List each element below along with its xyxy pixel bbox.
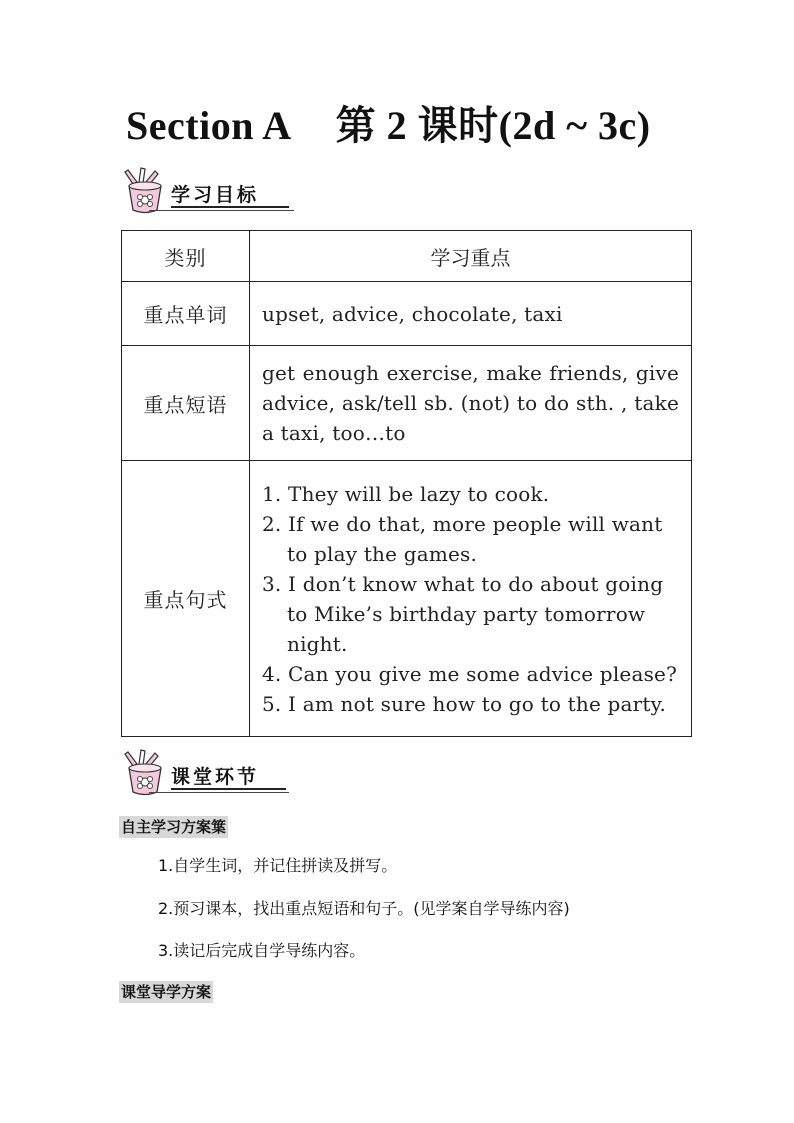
list-item: 2. If we do that, more people will want to play the games.	[262, 511, 663, 566]
classroom-heading	[119, 748, 289, 798]
title-lesson: 第 2 课时(2d ~ 3c)	[335, 103, 651, 148]
list-item: 5. I am not sure how to go to the party.	[262, 691, 667, 716]
sentence-list	[262, 479, 679, 719]
row-category: 重点句式	[122, 461, 250, 737]
table-row	[122, 346, 692, 461]
objectives-label: 学习目标	[171, 184, 260, 206]
list-item: 3. I don’t know what to do about going to Mike’s birthday party tomorrow night.	[262, 571, 664, 656]
self-study-step-1: 1.自学生词，并记住拼读及拼写。	[158, 856, 398, 875]
list-item: 4. Can you give me some advice please?	[262, 661, 677, 686]
self-study-step-3: 3.读记后完成自学导练内容。	[158, 941, 366, 960]
row-content: upset, advice, chocolate, taxi	[250, 282, 692, 346]
pencil-cup-icon	[119, 748, 171, 798]
title-section: Section A	[126, 103, 292, 148]
self-study-step-2: 2.预习课本，找出重点短语和句子。(见学案自学导练内容)	[158, 899, 570, 918]
table-row	[122, 282, 692, 346]
self-study-label: 自主学习方案䈎	[121, 818, 227, 836]
classroom-label: 课堂环节	[171, 766, 260, 788]
row-content: get enough exercise, make friends, give advice, ask/tell sb. (not) to do sth. , take a taxi, too…to	[262, 361, 679, 445]
page-title	[126, 100, 651, 152]
pencil-cup-icon	[119, 166, 171, 216]
guided-study-label: 课堂导学方案	[121, 983, 212, 1001]
header-focus: 学习重点	[250, 231, 692, 282]
table-row	[122, 461, 692, 737]
row-category: 重点短语	[122, 346, 250, 461]
objectives-table	[121, 230, 692, 737]
row-category: 重点单词	[122, 282, 250, 346]
objectives-heading	[119, 166, 294, 216]
table-header-row	[122, 231, 692, 282]
header-category: 类别	[122, 231, 250, 282]
list-item: 1. They will be lazy to cook.	[262, 481, 550, 506]
